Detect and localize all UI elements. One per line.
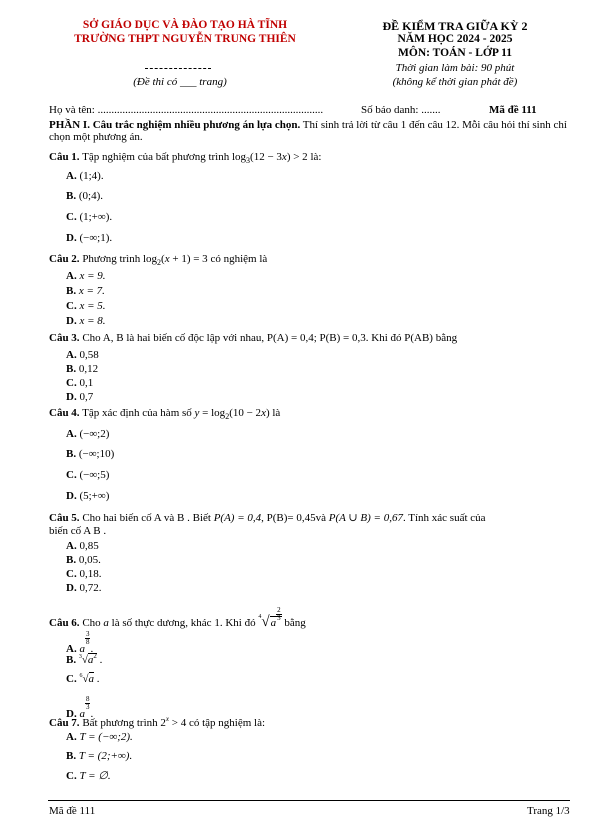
q2-formula: $\log_2(x + 1) = 3$ [142, 253, 208, 267]
q4-formula: $y = \log_2(10 - 2x)$ [194, 407, 270, 421]
footer-divider [48, 800, 570, 801]
q6-option-c[interactable]: C. $^6$√a . [66, 673, 100, 685]
q5-option-a[interactable]: A. 0,85 [66, 540, 99, 552]
q4-option-a[interactable]: A. (−∞;2) [66, 428, 110, 440]
q6-formula: $^4$√a $\frac{2}{3}$ [258, 606, 281, 630]
q4-option-b[interactable]: B. (−∞;10) [66, 448, 115, 460]
q6-option-d[interactable]: D. a $\frac{8}{3}$ . [66, 695, 94, 720]
header-divider [145, 68, 211, 69]
page-number: Trang 1/3 [527, 805, 570, 817]
q3-formula-2: P(AB) [404, 332, 433, 344]
question-5: Câu 5. Cho hai biến cố A và B . Biết P(A) = 0,4, P(B)= 0,45và P(A ∪ B) = 0,67. Tính xác suất của [49, 512, 486, 524]
exam-time: Thời gian làm bài: 90 phút [395, 62, 515, 74]
q1-formula: $\log_3(12 - 3x) > 2$ [231, 151, 308, 165]
q2-option-b[interactable]: B. x = 7. [66, 285, 105, 297]
q5-option-b[interactable]: B. 0,05. [66, 554, 101, 566]
q7-option-a[interactable]: A. T = (−∞;2). [66, 731, 133, 743]
footer-exam-code: Mã đề 111 [49, 805, 96, 817]
pages-note: (Đề thi có ___ trang) [133, 76, 227, 88]
q5-line-2: biến cố A B . [49, 525, 107, 537]
q1-option-c[interactable]: C. (1;+∞). [66, 211, 113, 223]
q7-option-c[interactable]: C. T = ∅. [66, 770, 111, 782]
student-name-field: Họ và tên: .................................................................................. [49, 104, 324, 116]
q3-formula: P(A) = 0,4; P(B) = 0,3. [266, 332, 369, 344]
part1-intro [49, 119, 571, 143]
question-4: Câu 4. Tập xác định của hàm số $y = \log_2(10 - 2x)$ là [49, 407, 281, 421]
school-year: NĂM HỌC 2024 - 2025 [397, 33, 513, 45]
q6-option-a[interactable]: A. a $\frac{3}{8}$ . [66, 630, 94, 655]
q2-option-c[interactable]: C. x = 5. [66, 300, 106, 312]
q7-formula: $2^x > 4$ [160, 715, 187, 729]
subject: MÔN: TOÁN - LỚP 11 [398, 47, 512, 59]
q3-option-b[interactable]: B. 0,12 [66, 363, 99, 375]
part1-title: PHẦN I. Câu trắc nghiệm nhiều phương án lựa chọn. [49, 119, 301, 131]
q7-option-b[interactable]: B. T = (2;+∞). [66, 750, 133, 762]
q5-formula-2: P(A ∪ B) = 0,67 [328, 512, 403, 524]
part1-instructions: Thí sinh trả lời từ câu 1 đến câu 12. Mỗi câu hỏi thí sinh chỉ chọn một phương án. [49, 119, 567, 143]
exam-title: ĐỀ KIỂM TRA GIỮA KỲ 2 [382, 19, 528, 33]
q3-option-d[interactable]: D. 0,7 [66, 391, 94, 403]
candidate-number-field: Số báo danh: ....... [361, 104, 441, 116]
q2-option-a[interactable]: A. x = 9. [66, 270, 106, 282]
question-7: Câu 7. Bất phương trình $2^x > 4$ có tập nghiệm là: [49, 715, 266, 729]
dept-name: SỞ GIÁO DỤC VÀ ĐÀO TẠO HÀ TĨNH [82, 19, 288, 31]
q5-formula-1: P(A) = 0,4 [213, 512, 262, 524]
q1-option-d[interactable]: D. (−∞;1). [66, 232, 113, 244]
q6-option-b[interactable]: B. $^3√a^2$ . [66, 652, 103, 666]
q5-option-c[interactable]: C. 0,18. [66, 568, 102, 580]
school-name: TRƯỜNG THPT NGUYỄN TRUNG THIÊN [74, 33, 296, 45]
q4-option-d[interactable]: D. (5;+∞) [66, 490, 110, 502]
question-3: Câu 3. Cho A, B là hai biến cố độc lập với nhau, P(A) = 0,4; P(B) = 0,3. Khi đó P(AB) bằng [49, 332, 458, 344]
time-note: (không kể thời gian phát đề) [392, 76, 518, 88]
q3-option-c[interactable]: C. 0,1 [66, 377, 94, 389]
q5-option-d[interactable]: D. 0,72. [66, 582, 102, 594]
exam-code: Mã đề 111 [489, 104, 537, 116]
question-1: Câu 1. Tập nghiệm của bất phương trình $\log_3(12 - 3x) > 2$ là: [49, 151, 322, 165]
q1-option-b[interactable]: B. (0;4). [66, 190, 103, 202]
q2-option-d[interactable]: D. x = 8. [66, 315, 106, 327]
q3-option-a[interactable]: A. 0,58 [66, 349, 99, 361]
question-2: Câu 2. Phương trình $\log_2(x + 1) = 3$ có nghiệm là [49, 253, 268, 267]
q4-option-c[interactable]: C. (−∞;5) [66, 469, 110, 481]
question-6: Câu 6. Cho a là số thực dương, khác 1. Khi đó $^4$√a $\frac{2}{3}$ bằng [49, 606, 306, 630]
q1-option-a[interactable]: A. (1;4). [66, 170, 104, 182]
